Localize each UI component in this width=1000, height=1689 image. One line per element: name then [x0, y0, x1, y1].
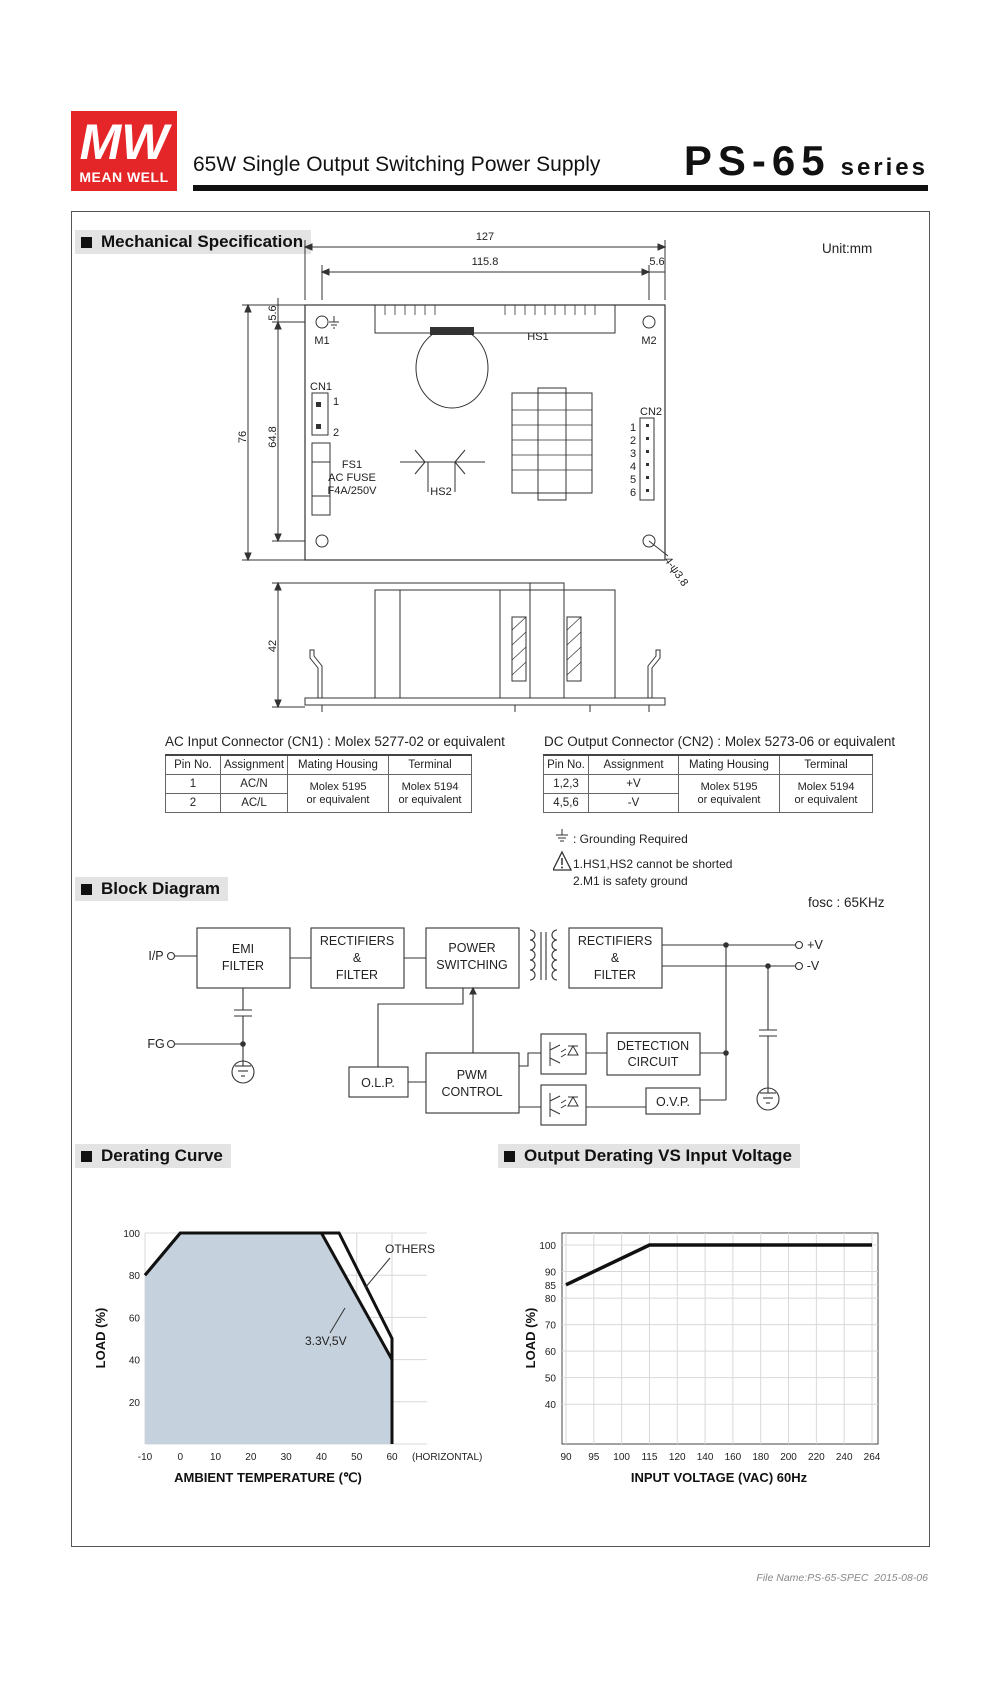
olp-label: O.L.P. [361, 1076, 395, 1090]
y-tick-label: 40 [128, 1355, 140, 1367]
file-name: File Name:PS-65-SPEC 2015-08-06 [756, 1572, 928, 1584]
y-tick-label: 100 [539, 1241, 556, 1252]
x-tick-label: 220 [808, 1452, 825, 1463]
y-tick-label: 50 [544, 1373, 556, 1385]
x-unit-note: (HORIZONTAL) [412, 1452, 483, 1463]
cn2-pin-4: 4 [630, 461, 637, 473]
rect2-line-2: & [610, 951, 620, 965]
ac-pin-1: 1 [166, 775, 221, 794]
label-cn1: CN1 [310, 381, 333, 393]
cn2-pin-1: 1 [630, 422, 637, 434]
x-tick-label: 160 [724, 1452, 742, 1463]
dc-header-housing: Mating Housing [679, 755, 780, 775]
y-tick-label: 85 [544, 1280, 556, 1292]
emi-line-2: FILTER [221, 959, 265, 973]
y-tick-label: 90 [544, 1267, 556, 1279]
series-line [566, 1245, 872, 1285]
dim-5-6-top: 5.6 [267, 305, 279, 321]
x-tick-label: 264 [863, 1452, 881, 1463]
series-model: PS-65 [683, 137, 831, 184]
product-title: 65W Single Output Switching Power Supply [193, 153, 601, 176]
y-tick-label: 60 [544, 1347, 556, 1359]
psw-line-1: POWER [448, 941, 496, 955]
label-low-voltage: 3.3V,5V [305, 1334, 347, 1348]
dim-42: 42 [267, 639, 279, 653]
y-tick-label: 80 [128, 1271, 140, 1283]
derating-curve-heading: Derating Curve [75, 1144, 231, 1168]
minus-v-label: -V [806, 959, 820, 973]
ac-pin-2: 2 [166, 794, 221, 813]
x-tick-label: 40 [315, 1452, 327, 1463]
dc-terminal: Molex 5194 or equivalent [780, 775, 873, 813]
dim-76: 76 [237, 430, 249, 444]
x-axis-title: AMBIENT TEMPERATURE (℃) [174, 1470, 362, 1485]
x-axis-title: INPUT VOLTAGE (VAC) 60Hz [630, 1470, 808, 1485]
note-2: 2.M1 is safety ground [573, 874, 688, 888]
ac-terminal: Molex 5194 or equivalent [389, 775, 472, 813]
grounding-note: : Grounding Required [573, 832, 688, 846]
psw-line-2: SWITCHING [436, 958, 508, 972]
dc-header-terminal: Terminal [780, 755, 873, 775]
cn1-pin-1: 1 [333, 396, 340, 408]
label-m2: M2 [641, 335, 657, 347]
x-tick-label: 50 [351, 1452, 363, 1463]
ac-header-terminal: Terminal [389, 755, 472, 775]
logo-glyph: MW [79, 114, 169, 170]
cn2-pin-3: 3 [630, 448, 637, 460]
ac-housing: Molex 5195 or equivalent [288, 775, 389, 813]
ac-connector-title: AC Input Connector (CN1) : Molex 5277-02 or equivalent [165, 734, 505, 749]
y-tick-label: 60 [128, 1313, 140, 1325]
dc-pin-2: 4,5,6 [544, 794, 589, 813]
x-tick-label: -10 [137, 1452, 153, 1463]
dc-housing: Molex 5195 or equivalent [679, 775, 780, 813]
dim-64-8: 64.8 [267, 426, 279, 448]
x-tick-label: 90 [560, 1452, 572, 1463]
det-line-1: DETECTION [616, 1039, 690, 1053]
label-hs2: HS2 [430, 486, 452, 498]
x-tick-label: 120 [668, 1452, 686, 1463]
ovp-label: O.V.P. [655, 1095, 691, 1109]
y-tick-label: 80 [544, 1294, 556, 1306]
dc-assignment-2: -V [589, 794, 679, 813]
x-tick-label: 95 [588, 1452, 600, 1463]
y-axis-title: LOAD (%) [93, 1307, 108, 1369]
fuse-label-2: AC FUSE [328, 472, 376, 484]
rect1-line-1: RECTIFIERS [319, 934, 395, 948]
block-diagram-heading: Block Diagram [75, 877, 228, 901]
x-tick-label: 140 [696, 1452, 714, 1463]
ac-assignment-2: AC/L [221, 794, 288, 813]
label-others: OTHERS [385, 1242, 436, 1256]
rect1-line-3: FILTER [335, 968, 379, 982]
cn1-pin-2: 2 [333, 427, 340, 439]
hole-spec: 4-ψ3.8 [661, 554, 691, 589]
cn2-pin-6: 6 [630, 487, 637, 499]
x-tick-label: 240 [835, 1452, 853, 1463]
note-1: 1.HS1,HS2 cannot be shorted [573, 857, 733, 871]
rect2-line-1: RECTIFIERS [577, 934, 653, 948]
y-tick-label: 100 [123, 1229, 140, 1240]
dc-header-pin: Pin No. [544, 755, 589, 775]
ac-header-housing: Mating Housing [288, 755, 389, 775]
y-axis-title: LOAD (%) [523, 1307, 538, 1369]
rect1-line-2: & [352, 951, 362, 965]
fg-label: FG [147, 1037, 165, 1051]
dc-assignment-1: +V [589, 775, 679, 794]
dim-127: 127 [475, 231, 495, 243]
label-cn2: CN2 [640, 406, 663, 418]
label-hs1: HS1 [527, 331, 549, 343]
brand-name: MEAN WELL [79, 169, 169, 185]
ac-header-pin: Pin No. [166, 755, 221, 775]
x-tick-label: 200 [780, 1452, 797, 1463]
x-tick-label: 0 [177, 1452, 184, 1463]
y-tick-label: 20 [128, 1397, 140, 1409]
fosc-label: fosc : 65KHz [808, 895, 885, 910]
x-tick-label: 20 [245, 1452, 257, 1463]
ac-header-assignment: Assignment [221, 755, 288, 775]
dim-5-6-right: 5.6 [649, 256, 665, 268]
fuse-label-1: FS1 [341, 459, 363, 471]
ac-assignment-1: AC/N [221, 775, 288, 794]
x-tick-label: 100 [613, 1452, 630, 1463]
x-tick-label: 60 [386, 1452, 398, 1463]
output-derating-heading: Output Derating VS Input Voltage [498, 1144, 800, 1168]
x-tick-label: 115 [641, 1452, 658, 1463]
mechanical-heading: Mechanical Specification [75, 230, 311, 254]
label-m1: M1 [314, 335, 330, 347]
cn2-pin-2: 2 [630, 435, 637, 447]
y-tick-label: 40 [544, 1400, 556, 1412]
x-tick-label: 10 [210, 1452, 222, 1463]
dc-connector-title: DC Output Connector (CN2) : Molex 5273-06 or equivalent [544, 734, 896, 749]
emi-line-1: EMI [231, 942, 255, 956]
fuse-label-3: F4A/250V [327, 485, 377, 497]
dc-pin-1: 1,2,3 [544, 775, 589, 794]
y-tick-label: 70 [544, 1320, 556, 1332]
pwm-line-1: PWM [456, 1068, 488, 1082]
rect2-line-3: FILTER [593, 968, 637, 982]
plus-v-label: +V [807, 938, 823, 952]
cn2-pin-5: 5 [630, 474, 637, 486]
x-tick-label: 30 [280, 1452, 292, 1463]
dim-115-8: 115.8 [471, 256, 499, 268]
ip-label: I/P [148, 949, 164, 963]
unit-label: Unit:mm [822, 241, 873, 256]
det-line-2: CIRCUIT [627, 1055, 679, 1069]
x-tick-label: 180 [752, 1452, 770, 1463]
dc-header-assignment: Assignment [589, 755, 679, 775]
series-word: series [840, 154, 928, 181]
pwm-line-2: CONTROL [441, 1085, 503, 1099]
